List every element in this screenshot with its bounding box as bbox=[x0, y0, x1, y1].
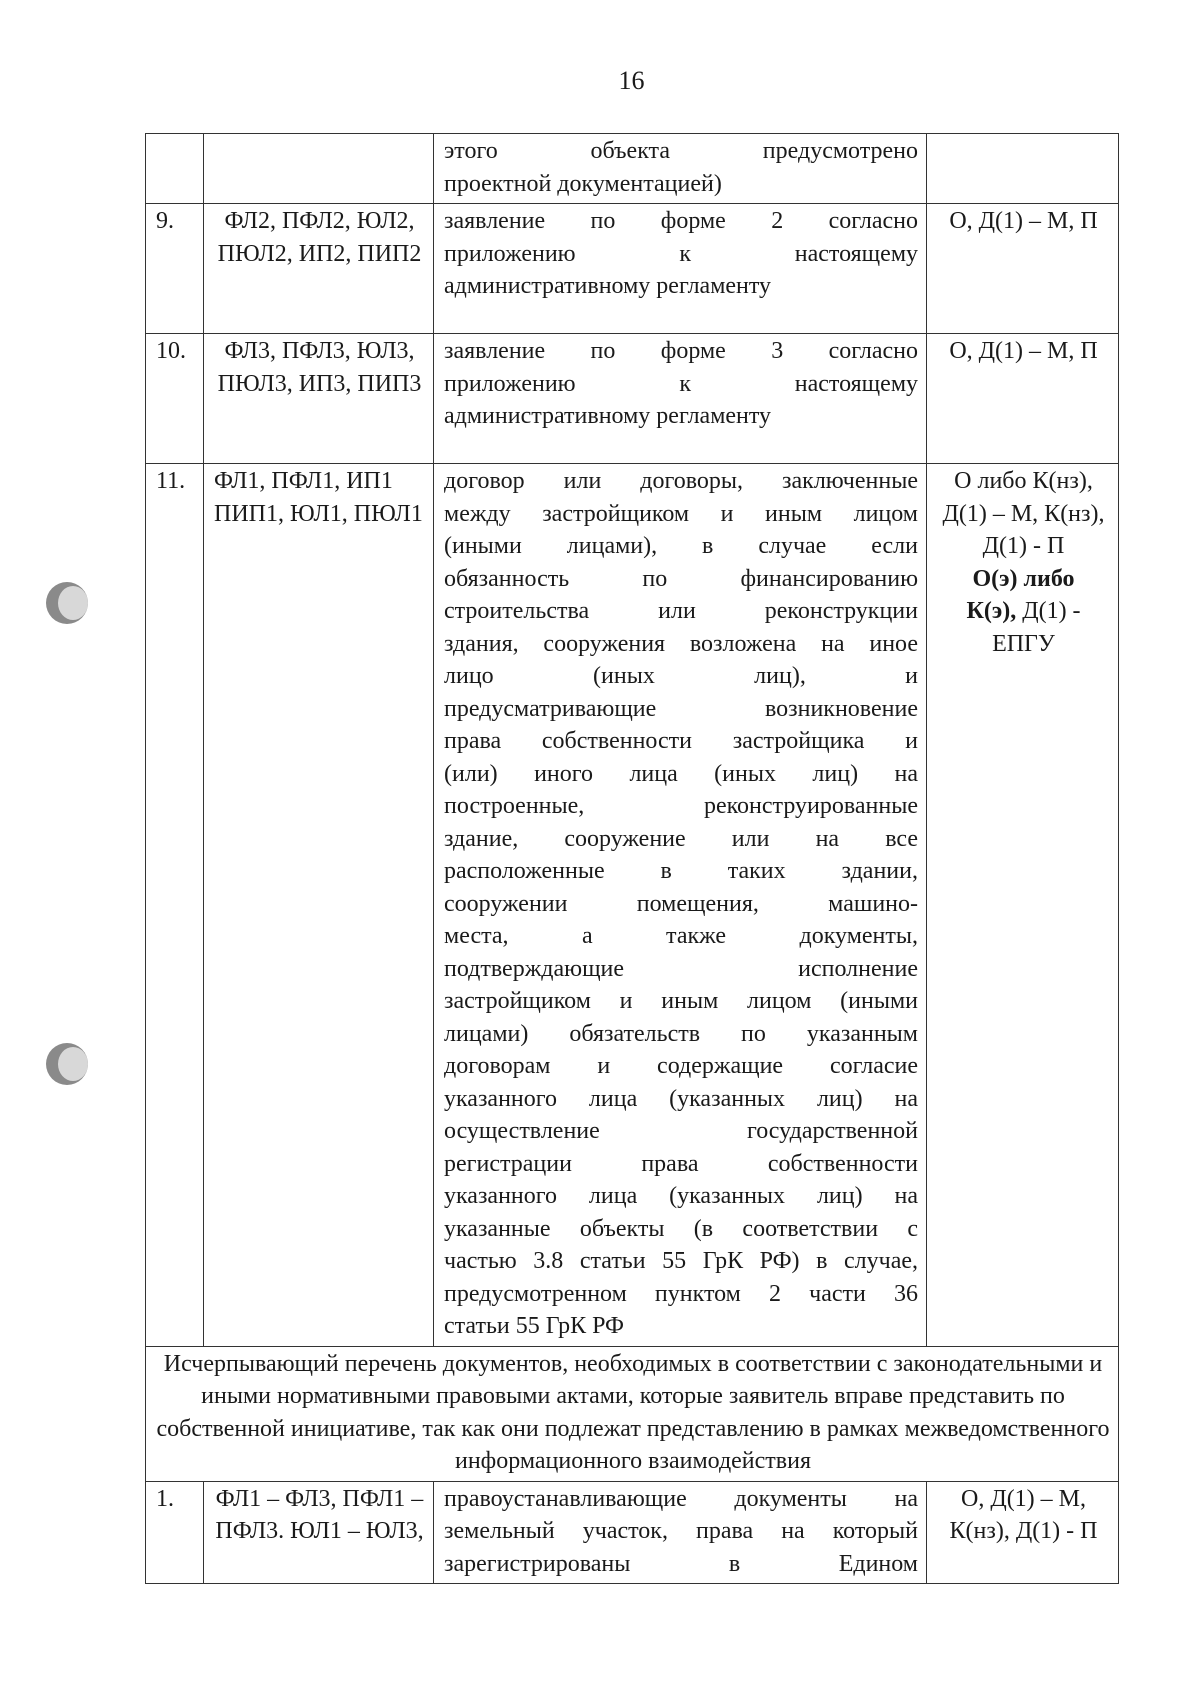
submission-form-electronic-copy: К(э), bbox=[966, 598, 1017, 624]
row-number: 11. bbox=[146, 464, 204, 1347]
page-number: 16 bbox=[618, 66, 645, 95]
text-line: указанного лица (указанных лиц) на bbox=[444, 1183, 918, 1209]
text-line: между застройщиком и иным лицом bbox=[444, 500, 918, 527]
document-description bbox=[434, 464, 927, 1347]
submission-form: О, Д(1) – М, К(нз), Д(1) - П bbox=[927, 1481, 1119, 1584]
text-line: обязанность по финансированию bbox=[444, 565, 918, 592]
text-line: административному регламенту bbox=[444, 273, 772, 299]
text-line: правоустанавливающие документы на bbox=[444, 1485, 918, 1512]
text-line: здание, сооружение или на все bbox=[444, 825, 918, 852]
text-line: лицо (иных лиц), и bbox=[444, 663, 918, 689]
text-line: зарегистрированы в Едином bbox=[444, 1550, 918, 1577]
applicant-category: ФЛ3, ПФЛ3, ЮЛ3, ПЮЛ3, ИП3, ПИП3 bbox=[204, 334, 434, 464]
documents-table bbox=[145, 133, 1119, 1584]
text-line: статьи 55 ГрК РФ bbox=[444, 1313, 625, 1339]
table-row bbox=[146, 134, 1119, 204]
text-line: построенные, реконструированные bbox=[444, 793, 918, 819]
text-line: лицами) обязательств по указанным bbox=[444, 1020, 918, 1047]
text-line: предусмотренном пунктом 2 части 36 bbox=[444, 1280, 918, 1307]
applicant-category: ФЛ1 – ФЛ3, ПФЛ1 – ПФЛ3. ЮЛ1 – ЮЛ3, bbox=[204, 1481, 434, 1584]
punch-hole-mark bbox=[46, 1043, 88, 1085]
text-line: застройщиком и иным лицом (иными bbox=[444, 988, 918, 1014]
document-description bbox=[434, 1481, 927, 1584]
text-line: регистрации права собственности bbox=[444, 1150, 918, 1177]
text-line: осуществление государственной bbox=[444, 1118, 918, 1144]
text-line: заявление по форме 2 согласно bbox=[444, 208, 918, 234]
text-line: частью 3.8 статьи 55 ГрК РФ) в случае, bbox=[444, 1248, 918, 1274]
text-line: права собственности застройщика и bbox=[444, 728, 918, 754]
submission-form-text: О либо К(нз), Д(1) – М, К(нз), Д(1) - П bbox=[942, 468, 1105, 559]
punch-hole-mark bbox=[46, 582, 88, 624]
text-line: приложению к настоящему bbox=[444, 370, 918, 397]
text-line: приложению к настоящему bbox=[444, 240, 918, 267]
text-line: (иными лицами), в случае если bbox=[444, 533, 918, 559]
section-heading: Исчерпывающий перечень документов, необходимых в соответствии с законодательными и иными нормативными правовыми актами, которые заявитель вправе представить по собственной инициативе, так как они подлежат представлению в рамках межведомственного информационного взаимодействия bbox=[146, 1346, 1119, 1481]
text-line: земельный участок, права на который bbox=[444, 1518, 918, 1544]
document-description bbox=[434, 134, 927, 204]
text-line: договорам и содержащие согласие bbox=[444, 1053, 918, 1079]
table-row bbox=[146, 204, 1119, 334]
document-description bbox=[434, 204, 927, 334]
row-number bbox=[146, 134, 204, 204]
table-row bbox=[146, 464, 1119, 1347]
text-line: (или) иного лица (иных лиц) на bbox=[444, 760, 918, 787]
applicant-category: ФЛ2, ПФЛ2, ЮЛ2, ПЮЛ2, ИП2, ПИП2 bbox=[204, 204, 434, 334]
text-line: здания, сооружения возложена на иное bbox=[444, 630, 918, 657]
text-line: этого объекта предусмотрено bbox=[444, 138, 918, 164]
row-number: 10. bbox=[146, 334, 204, 464]
submission-form-electronic: О(э) либо bbox=[972, 565, 1075, 592]
text-line: договор или договоры, заключенные bbox=[444, 468, 918, 494]
table-row bbox=[146, 1481, 1119, 1584]
submission-form: О, Д(1) – М, П bbox=[927, 334, 1119, 464]
text-line: предусматривающие возникновение bbox=[444, 695, 918, 722]
document-description bbox=[434, 334, 927, 464]
text-line: административному регламенту bbox=[444, 403, 772, 429]
text-line: сооружении помещения, машино- bbox=[444, 890, 918, 917]
row-number: 1. bbox=[146, 1481, 204, 1584]
table-row bbox=[146, 1346, 1119, 1481]
table-row bbox=[146, 334, 1119, 464]
submission-form-epgu: Д(1) - ЕПГУ bbox=[992, 598, 1081, 657]
submission-form bbox=[927, 464, 1119, 1347]
text-line: подтверждающие исполнение bbox=[444, 955, 918, 982]
text-line: проектной документацией) bbox=[444, 170, 722, 197]
text-line: указанные объекты (в соответствии с bbox=[444, 1215, 918, 1242]
text-line: строительства или реконструкции bbox=[444, 598, 918, 624]
submission-form bbox=[927, 134, 1119, 204]
text-line: указанного лица (указанных лиц) на bbox=[444, 1085, 918, 1112]
text-line: места, а также документы, bbox=[444, 923, 918, 949]
row-number: 9. bbox=[146, 204, 204, 334]
applicant-category: ФЛ1, ПФЛ1, ИП1 ПИП1, ЮЛ1, ПЮЛ1 bbox=[204, 464, 434, 1347]
applicant-category bbox=[204, 134, 434, 204]
submission-form: О, Д(1) – М, П bbox=[927, 204, 1119, 334]
text-line: заявление по форме 3 согласно bbox=[444, 338, 918, 364]
text-line: расположенные в таких здании, bbox=[444, 858, 918, 884]
